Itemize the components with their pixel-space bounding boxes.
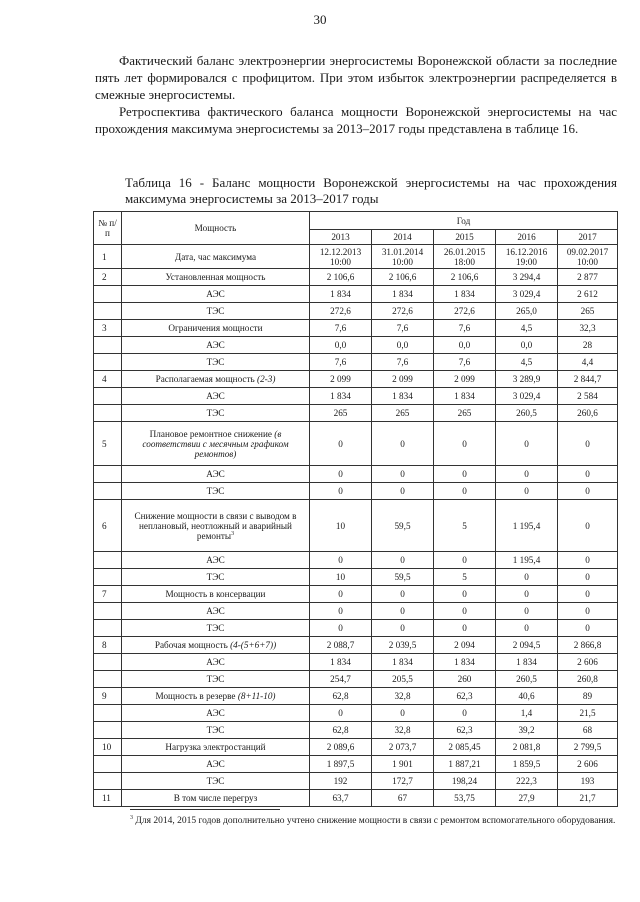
table-row [94,790,618,807]
value-cell-2015: 2 099 [434,371,496,388]
row-label: ТЭС [206,725,225,735]
value-cell-2016: 0 [496,620,558,637]
value-cell-2014: 2 039,5 [372,637,434,654]
row-label-cell [122,371,310,388]
value-cell-2017: 2 866,8 [558,637,618,654]
value-cell-2013: 10 [310,569,372,586]
row-label: АЭС [206,708,225,718]
row-number-cell: 10 [94,739,122,756]
value-cell-2014: 0 [372,552,434,569]
row-sublabel-cell [122,654,310,671]
value-cell-2017: 0 [558,586,618,603]
value-cell-2013: 0,0 [310,337,372,354]
table-row [94,688,618,705]
row-label: ТЭС [206,408,225,418]
header-year: 2016 [496,230,558,245]
value-cell-2014: 1 834 [372,654,434,671]
value-cell-2014: 32,8 [372,722,434,739]
table-row [94,500,618,552]
row-number-cell [94,337,122,354]
value-cell-2013: 0 [310,705,372,722]
value-cell-2014: 2 099 [372,371,434,388]
value-cell-2017: 193 [558,773,618,790]
value-cell-2017: 260,6 [558,405,618,422]
value-cell-2013: 272,6 [310,303,372,320]
row-label: ТЭС [206,357,225,367]
value-cell-2016: 4,5 [496,320,558,337]
value-cell-2016: 0 [496,569,558,586]
row-label: АЭС [206,469,225,479]
value-cell-2016: 1 195,4 [496,500,558,552]
row-label: Дата, час максимума [174,251,257,262]
value-cell-2016: 0 [496,422,558,466]
value-cell-2013: 1 834 [310,388,372,405]
table-row [94,405,618,422]
formula: (8+11-10) [237,691,276,701]
value-cell-2013: 7,6 [310,320,372,337]
table-row [94,245,618,269]
value-cell-2016: 0 [496,483,558,500]
row-label-cell [122,269,310,286]
value-cell-2016: 3 289,9 [496,371,558,388]
value-cell-2016: 0 [496,466,558,483]
row-label: ТЭС [206,674,225,684]
value-cell-2013: 2 088,7 [310,637,372,654]
value-cell-2017: 4,4 [558,354,618,371]
value-cell-2017: 2 612 [558,286,618,303]
value-cell-2016: 39,2 [496,722,558,739]
value-cell-2014: 0 [372,705,434,722]
row-number-cell [94,705,122,722]
row-label: Установленная мощность [165,272,266,282]
value-cell-2017: 0 [558,620,618,637]
formula: (в соответствии с месячным графиком ремонтов) [142,428,289,459]
table-row [94,303,618,320]
header-num: № п/п [94,212,122,245]
row-number-cell [94,303,122,320]
table-row [94,586,618,603]
value-cell-2016: 0 [496,603,558,620]
footnote [95,815,617,828]
table-row [94,637,618,654]
row-label-cell [122,422,310,466]
value-cell-2014: 1 834 [372,286,434,303]
value-cell-2016: 3 294,4 [496,269,558,286]
row-number-cell [94,620,122,637]
row-number-cell [94,405,122,422]
value-cell-2013: 2 106,6 [310,269,372,286]
row-label-cell [122,790,310,807]
table-row [94,354,618,371]
row-sublabel-cell [122,569,310,586]
value-cell-2017: 2 606 [558,654,618,671]
row-sublabel-cell [122,388,310,405]
value-cell-2013: 63,7 [310,790,372,807]
row-number-cell [94,466,122,483]
table-row [94,337,618,354]
value-cell-2017: 28 [558,337,618,354]
row-number-cell [94,603,122,620]
table-row [94,422,618,466]
value-cell-2017: 0 [558,422,618,466]
row-label-cell [122,320,310,337]
value-cell-2015: 0 [434,483,496,500]
value-cell-2015: 0 [434,422,496,466]
value-cell-2013: 0 [310,552,372,569]
table-caption: Таблица 16 - Баланс мощности Воронежской энергосистемы на час прохождения максимума энергосистемы за 2013–2017 годы [125,175,617,206]
header-year: 2015 [434,230,496,245]
row-label: ТЭС [206,776,225,786]
power-balance-table [93,211,618,807]
row-sublabel-cell [122,603,310,620]
table-row [94,756,618,773]
value-cell-2016: 0,0 [496,337,558,354]
value-cell-2016: 1 195,4 [496,552,558,569]
table-row [94,388,618,405]
value-cell-2016: 40,6 [496,688,558,705]
row-number-cell: 3 [94,320,122,337]
row-label: ТЭС [206,306,225,316]
value-cell-2016: 222,3 [496,773,558,790]
row-sublabel-cell [122,671,310,688]
value-cell-2014: 0 [372,466,434,483]
row-number-cell [94,569,122,586]
row-sublabel-cell [122,552,310,569]
value-cell-2017: 2 877 [558,269,618,286]
value-cell-2015: 272,6 [434,303,496,320]
header-year-group: Год [310,212,618,230]
row-label: В том числе перегруз [173,793,258,803]
value-cell-2017: 21,7 [558,790,618,807]
value-cell-2014: 0 [372,603,434,620]
value-cell-2013: 62,8 [310,688,372,705]
value-cell-2014: 2 106,6 [372,269,434,286]
table-row [94,773,618,790]
value-cell-2015: 1 834 [434,654,496,671]
value-cell-2015: 1 887,21 [434,756,496,773]
table-row [94,671,618,688]
value-cell-2017: 32,3 [558,320,618,337]
row-sublabel-cell [122,405,310,422]
row-sublabel-cell [122,466,310,483]
row-number-cell: 6 [94,500,122,552]
value-cell-2015: 198,24 [434,773,496,790]
row-label: АЭС [206,289,225,299]
row-number-cell [94,654,122,671]
header-year: 2013 [310,230,372,245]
value-cell-2015: 0 [434,620,496,637]
table-row [94,620,618,637]
value-cell-2017: 89 [558,688,618,705]
row-number-cell: 5 [94,422,122,466]
formula: (4-(5+6+7)) [230,640,277,650]
value-cell-2017: 09.02.2017 10:00 [558,245,618,269]
footnote-mark: 3 [130,814,133,821]
footnote-separator [130,809,280,810]
row-label: Располагаемая мощность (2-3) [155,374,276,384]
value-cell-2016: 260,5 [496,405,558,422]
row-label: АЭС [206,606,225,616]
value-cell-2015: 5 [434,500,496,552]
header-year: 2017 [558,230,618,245]
value-cell-2014: 0 [372,422,434,466]
value-cell-2016: 16.12.2016 19:00 [496,245,558,269]
row-label: ТЭС [206,486,225,496]
value-cell-2016: 2 081,8 [496,739,558,756]
value-cell-2014: 205,5 [372,671,434,688]
table-row [94,371,618,388]
row-label-cell [122,500,310,552]
row-sublabel-cell [122,722,310,739]
value-cell-2013: 10 [310,500,372,552]
value-cell-2014: 172,7 [372,773,434,790]
value-cell-2014: 1 834 [372,388,434,405]
row-number-cell [94,483,122,500]
row-sublabel-cell [122,773,310,790]
value-cell-2015: 2 106,6 [434,269,496,286]
value-cell-2013: 7,6 [310,354,372,371]
value-cell-2017: 0 [558,466,618,483]
value-cell-2017: 68 [558,722,618,739]
value-cell-2014: 67 [372,790,434,807]
value-cell-2017: 2 606 [558,756,618,773]
table-row [94,286,618,303]
row-number-cell [94,722,122,739]
value-cell-2014: 0,0 [372,337,434,354]
value-cell-2015: 0,0 [434,337,496,354]
paragraph-retrospective: Ретроспектива фактического баланса мощности Воронежской энергосистемы на час прохождения максимума энергосистемы за 2013–2017 годы представлена в таблице 16. [95,104,617,136]
value-cell-2015: 0 [434,603,496,620]
value-cell-2015: 53,75 [434,790,496,807]
value-cell-2017: 0 [558,569,618,586]
value-cell-2016: 2 094,5 [496,637,558,654]
formula: (2-3) [257,374,276,384]
row-label: Плановое ремонтное снижение (в соответствии с месячным графиком ремонтов) [142,428,289,459]
value-cell-2013: 0 [310,466,372,483]
table-row [94,269,618,286]
value-cell-2014: 0 [372,620,434,637]
value-cell-2015: 0 [434,705,496,722]
row-number-cell: 8 [94,637,122,654]
row-number-cell: 9 [94,688,122,705]
row-number-cell: 2 [94,269,122,286]
row-label-cell [122,739,310,756]
value-cell-2017: 0 [558,483,618,500]
row-number-cell [94,388,122,405]
value-cell-2015: 1 834 [434,388,496,405]
value-cell-2015: 0 [434,586,496,603]
value-cell-2017: 21,5 [558,705,618,722]
table-row [94,739,618,756]
value-cell-2017: 0 [558,500,618,552]
row-number-cell [94,286,122,303]
value-cell-2016: 4,5 [496,354,558,371]
row-label: Рабочая мощность (4-(5+6+7)) [154,640,277,650]
value-cell-2017: 2 584 [558,388,618,405]
value-cell-2013: 192 [310,773,372,790]
value-cell-2015: 265 [434,405,496,422]
value-cell-2016: 3 029,4 [496,286,558,303]
value-cell-2014: 272,6 [372,303,434,320]
row-label: АЭС [206,391,225,401]
value-cell-2014: 59,5 [372,500,434,552]
value-cell-2015: 260 [434,671,496,688]
row-label: ТЭС [206,623,225,633]
row-label: АЭС [206,759,225,769]
value-cell-2013: 12.12.2013 10:00 [310,245,372,269]
row-sublabel-cell [122,620,310,637]
value-cell-2013: 1 897,5 [310,756,372,773]
value-cell-2014: 265 [372,405,434,422]
table-row [94,466,618,483]
value-cell-2015: 7,6 [434,320,496,337]
value-cell-2016: 1 834 [496,654,558,671]
value-cell-2014: 31.01.2014 10:00 [372,245,434,269]
value-cell-2017: 0 [558,552,618,569]
value-cell-2014: 7,6 [372,354,434,371]
row-label: Снижение мощности в связи с выводом в неплановый, неотложный и аварийный ремонты [134,510,297,541]
value-cell-2017: 0 [558,603,618,620]
value-cell-2013: 0 [310,422,372,466]
row-number-cell: 11 [94,790,122,807]
table-row [94,654,618,671]
table-row [94,569,618,586]
value-cell-2014: 0 [372,483,434,500]
value-cell-2015: 2 085,45 [434,739,496,756]
value-cell-2013: 254,7 [310,671,372,688]
paragraph-balance-surplus: Фактический баланс электроэнергии энергосистемы Воронежской области за последние пять лет формировался с профицитом. При этом избыток электроэнергии распределяется в смежные энергосистемы. [95,53,617,102]
table-row [94,320,618,337]
table-row [94,552,618,569]
table-row [94,603,618,620]
row-number-cell: 4 [94,371,122,388]
value-cell-2013: 265 [310,405,372,422]
row-label: ТЭС [206,572,225,582]
value-cell-2013: 0 [310,586,372,603]
value-cell-2013: 0 [310,620,372,637]
value-cell-2016: 265,0 [496,303,558,320]
value-cell-2015: 62,3 [434,722,496,739]
row-number-cell: 7 [94,586,122,603]
value-cell-2013: 0 [310,603,372,620]
row-label: Нагрузка электростанций [165,742,266,752]
row-number-cell [94,671,122,688]
row-sublabel-cell [122,286,310,303]
table-row [94,722,618,739]
value-cell-2016: 27,9 [496,790,558,807]
row-label: Мощность в консервации [165,589,266,599]
value-cell-2015: 26.01.2015 18:00 [434,245,496,269]
value-cell-2013: 1 834 [310,654,372,671]
table-body [94,245,618,807]
value-cell-2016: 3 029,4 [496,388,558,405]
header-year: 2014 [372,230,434,245]
row-label-cell [122,637,310,654]
value-cell-2016: 0 [496,586,558,603]
value-cell-2013: 2 089,6 [310,739,372,756]
row-number-cell [94,773,122,790]
value-cell-2013: 1 834 [310,286,372,303]
row-number-cell [94,756,122,773]
value-cell-2013: 62,8 [310,722,372,739]
footnote-text: Для 2014, 2015 годов дополнительно учтено снижение мощности в связи с ремонтом вспомогательного оборудования. [135,816,616,826]
value-cell-2017: 265 [558,303,618,320]
row-label: АЭС [206,340,225,350]
value-cell-2017: 2 844,7 [558,371,618,388]
value-cell-2014: 7,6 [372,320,434,337]
value-cell-2014: 1 901 [372,756,434,773]
value-cell-2017: 2 799,5 [558,739,618,756]
value-cell-2014: 0 [372,586,434,603]
value-cell-2016: 260,5 [496,671,558,688]
value-cell-2014: 2 073,7 [372,739,434,756]
row-label: Ограничения мощности [168,323,263,333]
row-label-cell [122,245,310,269]
value-cell-2017: 260,8 [558,671,618,688]
value-cell-2016: 1 859,5 [496,756,558,773]
value-cell-2015: 1 834 [434,286,496,303]
value-cell-2015: 62,3 [434,688,496,705]
footnote-reference: 3 [231,530,235,537]
row-label: АЭС [206,555,225,565]
row-number-cell: 1 [94,245,122,269]
row-sublabel-cell [122,483,310,500]
value-cell-2015: 7,6 [434,354,496,371]
row-label-cell [122,586,310,603]
value-cell-2014: 32,8 [372,688,434,705]
value-cell-2015: 2 094 [434,637,496,654]
row-sublabel-cell [122,354,310,371]
value-cell-2013: 2 099 [310,371,372,388]
row-sublabel-cell [122,337,310,354]
table-row [94,483,618,500]
row-label-cell [122,688,310,705]
value-cell-2015: 5 [434,569,496,586]
value-cell-2013: 0 [310,483,372,500]
row-sublabel-cell [122,705,310,722]
value-cell-2015: 0 [434,552,496,569]
row-sublabel-cell [122,303,310,320]
row-label: АЭС [206,657,225,667]
page-number: 30 [313,12,327,27]
header-indicator: Мощность [122,212,310,245]
row-sublabel-cell [122,756,310,773]
value-cell-2014: 59,5 [372,569,434,586]
table-row [94,705,618,722]
value-cell-2015: 0 [434,466,496,483]
value-cell-2016: 1,4 [496,705,558,722]
row-number-cell [94,354,122,371]
row-label: Мощность в резерве (8+11-10) [155,691,276,701]
row-number-cell [94,552,122,569]
